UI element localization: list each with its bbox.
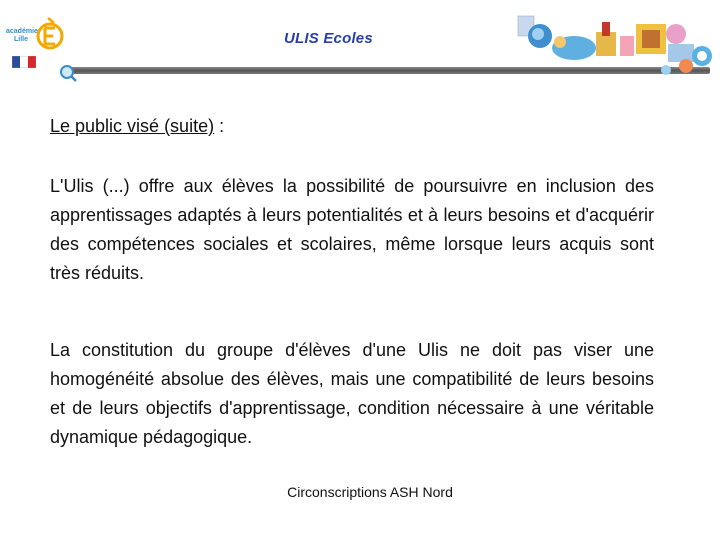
slide-header — [0, 0, 720, 90]
subtitle-underlined-text: Le public visé (suite) — [50, 116, 215, 136]
slide-footer: Circonscriptions ASH Nord — [287, 484, 453, 500]
logo-line-academie: académie — [6, 28, 38, 35]
photo-collage-icon — [516, 14, 716, 84]
academie-logo-icon — [36, 14, 64, 54]
slide-subtitle — [50, 116, 224, 137]
subtitle-suffix: : — [214, 116, 225, 136]
logo-line-lille: Lille — [13, 36, 28, 43]
paragraph-group-constitution: La constitution du groupe d'élèves d'une Ulis ne doit pas viser une homogénéité absolue des élèves, mais une compatibilité de leurs besoins et de leurs objectifs d'apprentissage, condition nécessaire à une véritable dynamique pédagogique. — [50, 340, 654, 447]
academie-logo — [6, 14, 64, 54]
french-flag-icon — [12, 56, 36, 68]
magnifier-icon — [58, 63, 78, 83]
header-title: ULIS Ecoles — [284, 30, 373, 47]
academie-logo-text — [6, 28, 36, 44]
paragraph-ulis-offer: L'Ulis (...) offre aux élèves la possibilité de poursuivre en inclusion des apprentissages adaptés à leurs potentialités et à leurs besoins et d'acquérir des compétences sociales et scolaires, même lorsque leurs acquis sont très réduits. — [50, 176, 654, 283]
